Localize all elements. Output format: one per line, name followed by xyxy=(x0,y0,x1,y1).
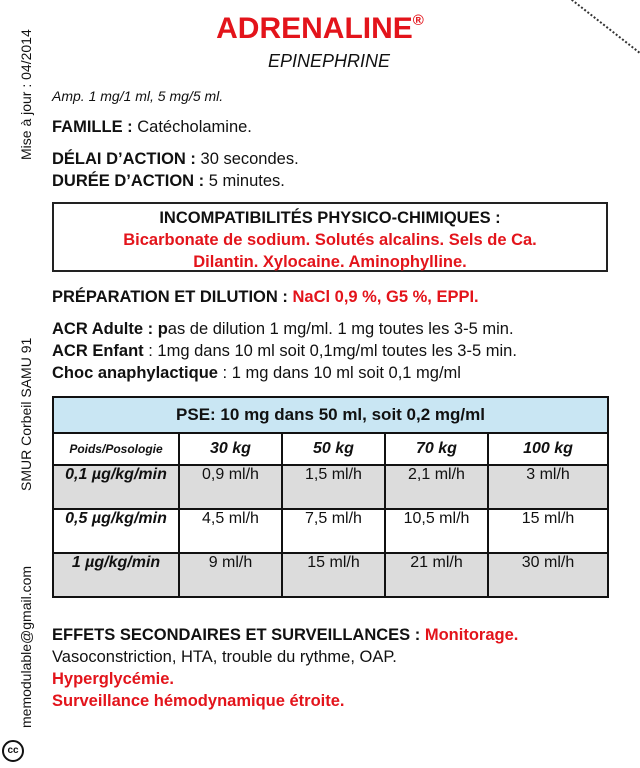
duree-line xyxy=(52,172,285,191)
weight-header: 30 kg xyxy=(179,433,282,465)
acr-adulte-line xyxy=(52,320,514,339)
rate-cell: 1,5 ml/h xyxy=(282,465,385,509)
email-text: memodulable@gmail.com xyxy=(18,565,34,728)
weight-header: 100 kg xyxy=(488,433,608,465)
famille-label: FAMILLE : xyxy=(52,118,133,136)
rate-cell: 9 ml/h xyxy=(179,553,282,597)
rate-cell: 0,9 ml/h xyxy=(179,465,282,509)
ampoules-text: Amp. 1 mg/1 ml, 5 mg/5 ml. xyxy=(52,88,224,104)
table-row xyxy=(53,553,608,597)
preparation-label: PRÉPARATION ET DILUTION : xyxy=(52,288,288,306)
pse-table xyxy=(52,396,609,598)
incompatibilities-box xyxy=(52,202,608,272)
rate-cell: 7,5 ml/h xyxy=(282,509,385,553)
rate-cell: 30 ml/h xyxy=(488,553,608,597)
delai-line xyxy=(52,150,299,169)
rate-cell: 15 ml/h xyxy=(488,509,608,553)
famille-value: Catécholamine. xyxy=(137,118,252,136)
duree-label: DURÉE D’ACTION : xyxy=(52,172,205,190)
choc-value: : 1 mg dans 10 ml soit 0,1 mg/ml xyxy=(217,364,461,382)
table-row xyxy=(53,465,608,509)
delai-value: 30 secondes. xyxy=(200,150,299,168)
weight-header: 70 kg xyxy=(385,433,488,465)
rate-cell: 4,5 ml/h xyxy=(179,509,282,553)
smur-text: SMUR Corbeil SAMU 91 xyxy=(18,337,34,491)
acr-enfant-line xyxy=(52,342,517,361)
dose-cell: 0,1 µg/kg/min xyxy=(53,465,179,509)
preparation-line xyxy=(52,288,479,307)
rate-cell: 15 ml/h xyxy=(282,553,385,597)
effets-monitor: Monitorage. xyxy=(424,626,519,644)
poids-posologie-label: Poids/Posologie xyxy=(69,442,163,456)
acr-enfant-label: ACR Enfant xyxy=(52,342,144,360)
acr-adulte-value: as de dilution 1 mg/ml. 1 mg toutes les 3-5 min. xyxy=(167,320,514,338)
duree-value: 5 minutes. xyxy=(208,172,285,190)
update-date-text: Mise à jour : 04/2014 xyxy=(18,29,34,160)
generic-name: EPINEPHRINE xyxy=(268,51,391,71)
dose-cell: 0,5 µg/kg/min xyxy=(53,509,179,553)
pse-header: PSE: 10 mg dans 50 ml, soit 0,2 mg/ml xyxy=(53,397,608,433)
delai-label: DÉLAI D’ACTION : xyxy=(52,150,196,168)
acr-adulte-label: ACR Adulte : p xyxy=(52,320,168,338)
drug-title xyxy=(0,12,640,46)
incompat-line-1: Bicarbonate de sodium. Solutés alcalins. Sels de Ca. xyxy=(123,231,537,249)
rate-cell: 10,5 ml/h xyxy=(385,509,488,553)
effets-label: EFFETS SECONDAIRES ET SURVEILLANCES : xyxy=(52,626,421,644)
corner-cell xyxy=(53,433,179,465)
effets-line-4: Surveillance hémodynamique étroite. xyxy=(52,692,345,710)
drug-name: ADRENALINE xyxy=(216,12,413,45)
choc-label: Choc anaphylactique xyxy=(52,364,218,382)
rate-cell: 2,1 ml/h xyxy=(385,465,488,509)
acr-enfant-value: : 1mg dans 10 ml soit 0,1mg/ml toutes les 3-5 min. xyxy=(143,342,517,360)
rate-cell: 3 ml/h xyxy=(488,465,608,509)
famille-line xyxy=(52,118,252,137)
rate-cell: 21 ml/h xyxy=(385,553,488,597)
registered-mark: ® xyxy=(412,12,424,29)
table-row xyxy=(53,509,608,553)
incompat-line-2: Dilantin. Xylocaine. Aminophylline. xyxy=(193,253,467,271)
choc-line xyxy=(52,364,461,383)
preparation-value: NaCl 0,9 %, G5 %, EPPI. xyxy=(292,288,479,306)
effets-line-2: Vasoconstriction, HTA, trouble du rythme, OAP. xyxy=(52,648,397,666)
creative-commons-icon: cc xyxy=(2,740,24,762)
dose-cell: 1 µg/kg/min xyxy=(53,553,179,597)
effets-line-3: Hyperglycémie. xyxy=(52,670,174,688)
effets-line xyxy=(52,626,518,645)
incompat-heading: INCOMPATIBILITÉS PHYSICO-CHIMIQUES : xyxy=(159,209,501,227)
weight-header: 50 kg xyxy=(282,433,385,465)
